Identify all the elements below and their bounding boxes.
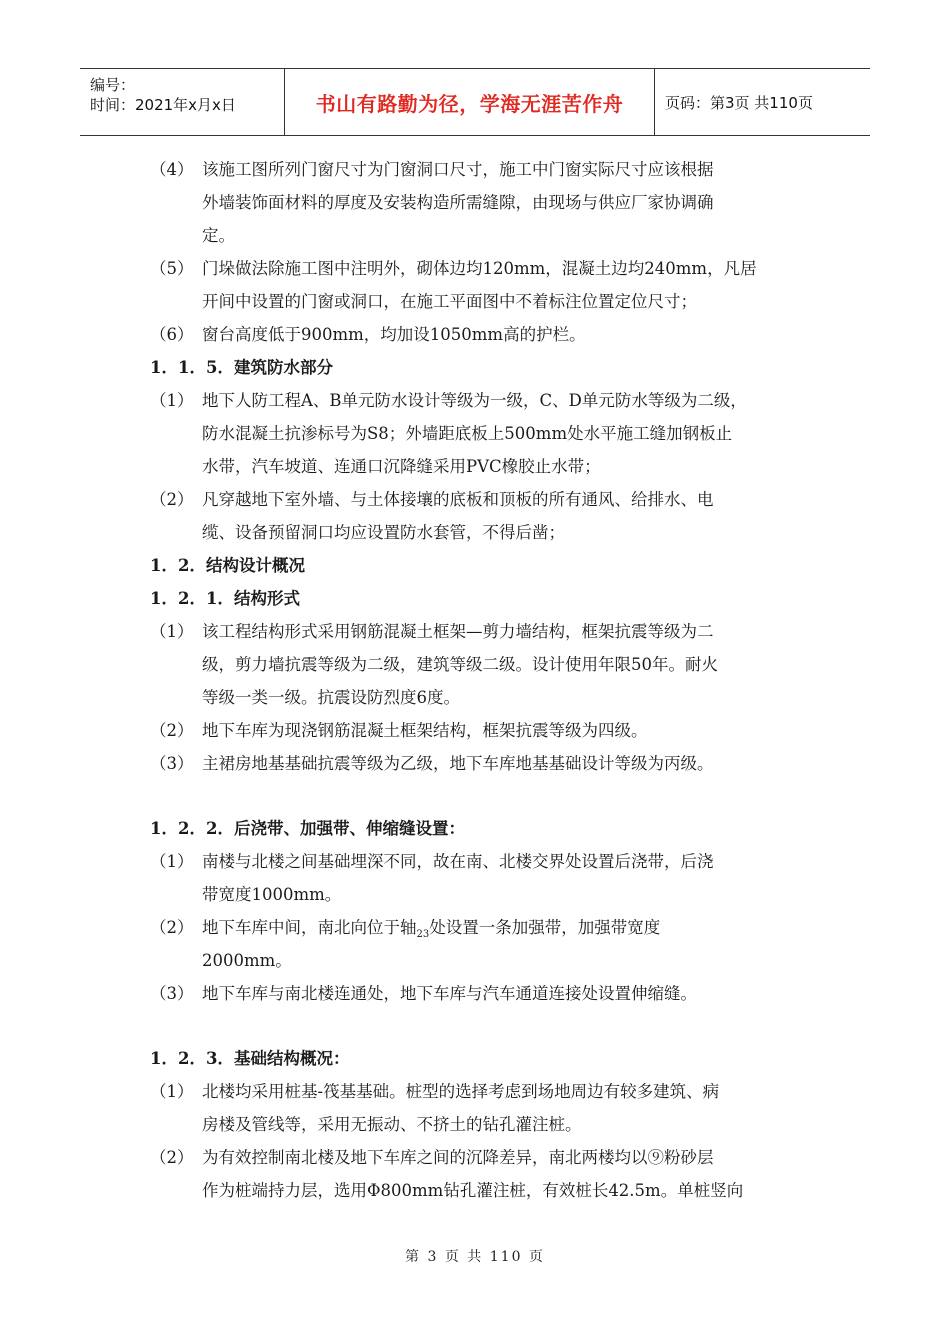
- section-heading: 1．1．5．建筑防水部分: [150, 358, 333, 377]
- item-number: （3）: [150, 754, 194, 773]
- section-heading: 1．2．结构设计概况: [150, 556, 305, 575]
- header-page-label: 页码：第3页 共110页: [665, 93, 813, 112]
- item-text: 作为桩端持力层，选用Φ800mm钻孔灌注桩，有效桩长42.5m。单桩竖向: [202, 1181, 744, 1200]
- item-number: （1）: [150, 622, 194, 641]
- item-text: 该工程结构形式采用钢筋混凝土框架—剪力墙结构，框架抗震等级为二: [202, 622, 714, 641]
- item-number: （2）: [150, 1148, 194, 1167]
- item-text-part: 处设置一条加强带，加强带宽度: [429, 918, 661, 937]
- item-text: 南楼与北楼之间基础埋深不同，故在南、北楼交界处设置后浇带，后浇: [202, 852, 714, 871]
- item-text: 外墙装饰面材料的厚度及安装构造所需缝隙，由现场与供应厂家协调确: [202, 193, 714, 212]
- item-number: （2）: [150, 490, 194, 509]
- item-number: （1）: [150, 852, 194, 871]
- item-number: （1）: [150, 1082, 194, 1101]
- item-text: 窗台高度低于900mm，均加设1050mm高的护栏。: [202, 325, 586, 344]
- item-text: 地下人防工程A、B单元防水设计等级为一级，C、D单元防水等级为二级，: [202, 391, 747, 410]
- item-text: 等级一类一级。抗震设防烈度6度。: [202, 688, 460, 707]
- item-text-part: 地下车库中间，南北向位于轴: [202, 918, 417, 937]
- item-text: 定。: [202, 226, 235, 245]
- item-text: 北楼均采用桩基-筏基基础。桩型的选择考虑到场地周边有较多建筑、病: [202, 1082, 720, 1101]
- item-number: （5）: [150, 259, 194, 278]
- item-number: （1）: [150, 391, 194, 410]
- header-motto: 书山有路勤为径，学海无涯苦作舟: [284, 69, 655, 135]
- section-heading: 1．2．2．后浇带、加强带、伸缩缝设置：: [150, 819, 465, 838]
- page-footer: 第 3 页 共 110 页: [405, 1249, 545, 1265]
- item-text: 带宽度1000mm。: [202, 885, 342, 904]
- header-meta: [80, 69, 284, 135]
- item-text: 2000mm。: [202, 951, 292, 970]
- item-number: （6）: [150, 325, 194, 344]
- item-text: 凡穿越地下室外墙、与土体接壤的底板和顶板的所有通风、给排水、电: [202, 490, 714, 509]
- axis-subscript: 23: [416, 929, 430, 940]
- item-number: （3）: [150, 984, 194, 1003]
- item-text: 门垛做法除施工图中注明外，砌体边均120mm，混凝土边均240mm，凡居: [202, 259, 757, 278]
- document-time-label: 时间：2021年x月x日: [90, 96, 236, 114]
- item-number: （4）: [150, 160, 194, 179]
- page-header: [80, 68, 870, 136]
- item-text: 地下车库为现浇钢筋混凝土框架结构，框架抗震等级为四级。: [202, 721, 648, 740]
- item-text: 开间中设置的门窗或洞口，在施工平面图中不着标注位置定位尺寸；: [202, 292, 697, 311]
- item-text: 该施工图所列门窗尺寸为门窗洞口尺寸，施工中门窗实际尺寸应该根据: [202, 160, 714, 179]
- section-heading: 1．2．1．结构形式: [150, 589, 300, 608]
- item-text: 缆、设备预留洞口均应设置防水套管，不得后凿；: [202, 523, 565, 542]
- item-text: 水带，汽车坡道、连通口沉降缝采用PVC橡胶止水带；: [202, 457, 601, 476]
- item-text: 地下车库与南北楼连通处，地下车库与汽车通道连接处设置伸缩缝。: [202, 984, 697, 1003]
- section-heading: 1．2．3．基础结构概况：: [150, 1049, 350, 1068]
- item-number: （2）: [150, 918, 194, 937]
- item-text: 主裙房地基基础抗震等级为乙级，地下车库地基基础设计等级为丙级。: [202, 754, 714, 773]
- item-text: 级，剪力墙抗震等级为二级，建筑等级二级。设计使用年限50年。耐火: [202, 655, 718, 674]
- document-number-label: 编号：: [90, 76, 136, 94]
- item-text: 房楼及管线等，采用无振动、不挤土的钻孔灌注桩。: [202, 1115, 582, 1134]
- item-text: [202, 918, 660, 941]
- item-text: 防水混凝土抗渗标号为S8；外墙距底板上500mm处水平施工缝加钢板止: [202, 424, 733, 443]
- item-text: 为有效控制南北楼及地下车库之间的沉降差异，南北两楼均以⑨粉砂层: [202, 1148, 714, 1167]
- item-number: （2）: [150, 721, 194, 740]
